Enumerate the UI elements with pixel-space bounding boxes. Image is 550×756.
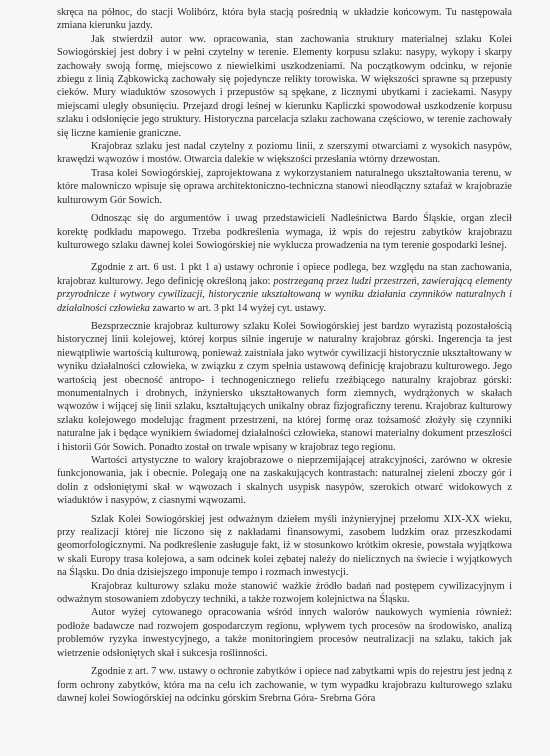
paragraph: Jak stwierdził autor ww. opracowania, stan zachowania struktury materialnej szlaku Kolei Sowiogórskiej jest dobry i w pełni czytelny w terenie. Elementy korpusu szlaku: nasypy, wykopy i skarpy zachowały swoją formę, miejscowo z niewielkimi uszkodzeniami. Na początkowym odcinku, w rejonie zbiegu z linią Ząbkowicką zachowały się pojedyncze relikty torowiska. W większości sprawne są przepusty cieków. Mury wiaduktów szosowych i przepustów są spękane, z licznymi ubytkami i zaciekami. Nasypy miejscami uległy obsunięciu. Przejazd drogi leśnej w kierunku Kapliczki spowodował uszkodzenie korpusu szlaku i odsłonięcie jego struktury. Historyczna parcelacja szlaku zachowana częściowo, w terenie zachowały się liczne kamienie graniczne.	[57, 33, 512, 139]
paragraph: skręca na północ, do stacji Wolibórz, która była stacją pośrednią w układzie końcowym. Tu następowała zmiana kierunku jazdy.	[57, 7, 512, 32]
paragraph: Krajobraz szlaku jest nadal czytelny z poziomu linii, z szerszymi otwarciami z wysokich nasypów, krawędzi wąwozów i mostów. Otwarcia dalekie w większości przesłania wtórny drzewostan.	[57, 141, 512, 166]
paragraph: Odnosząc się do argumentów i uwag przedstawicieli Nadleśnictwa Bardo Śląskie, organ zlecił korektę podkładu mapowego. Trzeba podkreślenia wymaga, iż wpis do rejestru zabytków krajobrazu kulturowego szlaku dawnej kolei Sowiogórskiej nie wyklucza prowadzenia na tym terenie gospodarki leśnej.	[57, 213, 512, 251]
paragraph: Zgodnie z art. 6 ust. 1 pkt 1 a) ustawy ochronie i opiece podlega, bez względu na stan zachowania, krajobraz kulturowy. Jego definicję określoną jako: postrzeganą przez ludzi przestrzeń, zawierającą elementy przyrodnicze i wytwory cywilizacji, historycznie ukształtowaną w wyniku działania czynników naturalnych i działalności człowieka zawarto w art. 3 pkt 14 wyżej cyt. ustawy.	[57, 262, 512, 314]
paragraph: Trasa kolei Sowiogórskiej, zaprojektowana z wykorzystaniem naturalnego ukształtowania terenu, w które malowniczo wpisuje się oprawa architektoniczno-techniczna stanowi nieodłączny sztafaż w krajobrazie kulturowym Gór Sowich.	[57, 167, 512, 206]
paragraph: Autor wyżej cytowanego opracowania wśród innych walorów naukowych wymienia również: podłoże badawcze nad rozwojem gospodarczym regionu, wpływem tych procesów na środowisko, analizą problemów ryzyka inwestycyjnego, a także monitoringiem procesów neutralizacji na szlaku, takich jak wietrzenie odsłoniętych skał i sukcesja roślinności.	[57, 607, 512, 659]
paragraph: Krajobraz kulturowy szlaku może stanowić ważkie źródło badań nad postępem cywilizacyjnym i odważnym stosowaniem zdobyczy techniki, a także rozwojem kolejnictwa na Śląsku.	[57, 580, 512, 606]
paragraph: Bezsprzecznie krajobraz kulturowy szlaku Kolei Sowiogórskiej jest bardzo wyrazistą pozostałością historycznej linii kolejowej, której korpus silnie ingeruje w naturalny krajobraz górski. Ingerencja ta jest niewątpliwie wartością kulturową, ponieważ zaistniała jako wytwór cywilizacji historycznie ukształtowany w wyniku działalności człowieka, w związku z czym spełnia ustawową definicję krajobrazu kulturowego. Jego wartością jest obecność antropo- i technogenicznego reliefu rzeźbiącego naturalny krajobraz górski: monumentalnych i drobnych, inżyniersko ukształtowanych form ziemnych, wydrążonych w skałach wąwozów i wijącej się linii szlaku, kształtujących unikalny obraz fizjograficzny terenu. Krajobraz kulturowy szlaku kolejowego modelując fragment przestrzeni, na której formę oraz tożsamość złożyły się czynniki naturalne jak i będące wynikiem świadomej działalności człowieka, stanowi materialny dokument przeszłości i historii Gór Sowich. Ponadto został on trwale wpisany w krajobraz tego regionu.	[57, 320, 512, 453]
paragraph: Szlak Kolei Sowiogórskiej jest odważnym dziełem myśli inżynieryjnej przełomu XIX-XX wieku, przy realizacji której nie liczono się z nakładami finansowymi, zasobem ludzkim oraz przeszkodami geomorfologicznymi. Na podkreślenie zasługuje fakt, iż w stosunkowo krótkim okresie, powstała wyjątkowa w skali Europy trasa kolejowa, a sam odcinek kolei zębatej należy do nielicznych na świecie i wyjątkowych na Śląsku. Do dnia dzisiejszego imponuje tempo i rozmach inwestycji.	[57, 513, 512, 579]
paragraph: Zgodnie z art. 7 ww. ustawy o ochronie zabytków i opiece nad zabytkami wpis do rejestru jest jedną z form ochrony zabytków, która ma na celu ich zachowanie, w tym wypadku krajobrazu kulturowego szlaku dawnej kolei Sowiogórskiej na odcinku górskim Srebrna Góra- Srebrna Góra	[57, 666, 512, 704]
paragraph: Wartości artystyczne to walory krajobrazowe o nieprzemijającej atrakcyjności, zarówno w okresie funkcjonowania, jak i obecnie. Polegają one na zaskakujących kontrastach: naturalnej zieleni zboczy gór i dolin z odsłoniętymi skał w wąwozach i skalnych usypisk nasypów, szerokich otwarć widokowych z wiaduktów i nasypów, z ciasnymi wąwozami.	[57, 455, 512, 507]
